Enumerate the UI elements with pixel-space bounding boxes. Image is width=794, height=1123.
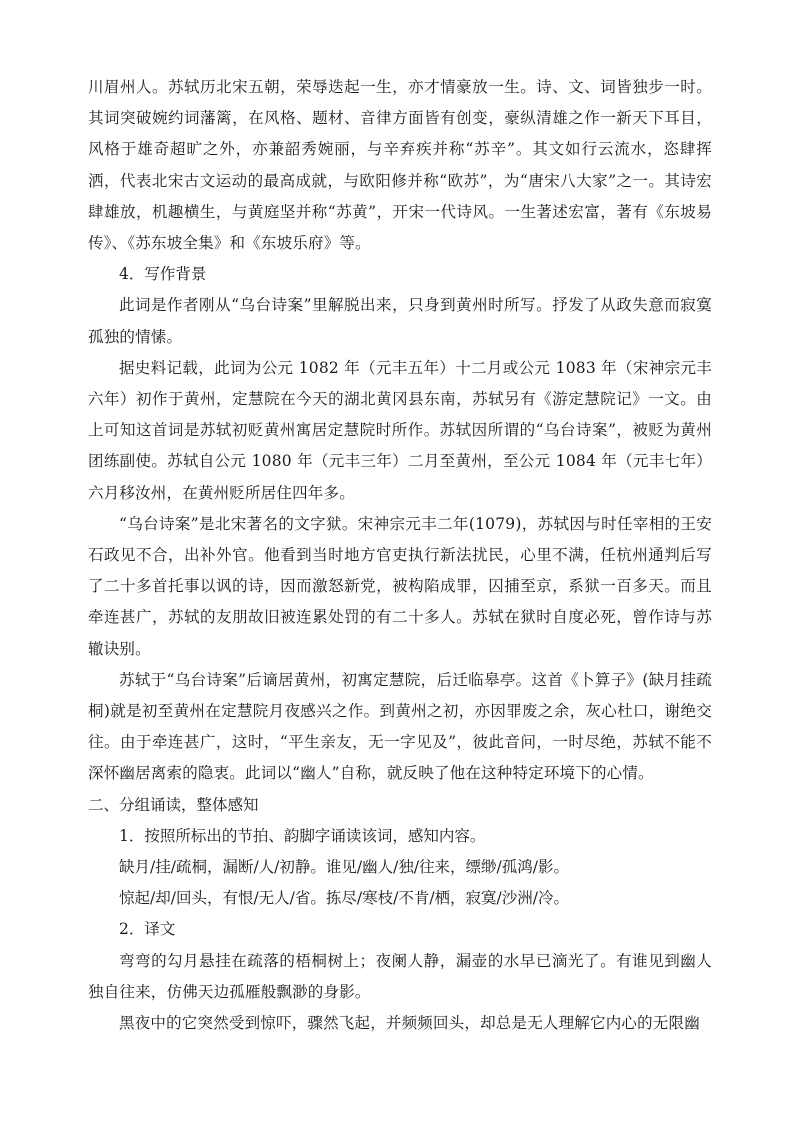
poem-line-1: 缺月/挂/疏桐，漏断/人/初静。谁见/幽人/独/往来，缥缈/孤鸿/影。 [119,858,570,877]
background-paragraph-3: “乌台诗案”是北宋著名的文字狱。宋神宗元丰二年(1079)，苏轼因与时任宰相的王安石政见不合，出补外官。他看到当时地方官吏执行新法扰民，心里不满，任杭州通判后写了二十多首托事以讽的诗，因而激怒新党，被构陷成罪，囚捕至京，系狱一百多天。而且牵连甚广，苏轼的友朋故旧被连累处罚的有二十多人。苏轼在狱时自度必死，曾作诗与苏辙诀别。 [88,514,712,658]
reading-heading: 1．按照所标出的节拍、韵脚字诵读该词，感知内容。 [119,826,486,845]
author-intro-paragraph: 川眉州人。苏轼历北宋五朝，荣辱迭起一生，亦才情豪放一生。诗、文、词皆独步一时。其词突破婉约词藩篱，在风格、题材、音律方面皆有创变，豪纵清雄之作一新天下耳目，风格于雄奇超旷之外，亦兼韶秀婉丽，与辛弃疾并称“苏辛”。其文如行云流水，恣肆挥洒，代表北宋古文运动的最高成就，与欧阳修并称“欧苏”，为“唐宋八大家”之一。其诗宏肆雄放，机趣横生，与黄庭坚并称“苏黄”，开宋一代诗风。一生著述宏富，著有《东坡易传》、《苏东坡全集》和《东坡乐府》等。 [88,78,712,253]
translation-paragraph-2: 黑夜中的它突然受到惊吓，骤然飞起，并频频回头，却总是无人理解它内心的无限幽 [119,1014,700,1033]
background-paragraph-4: 苏轼于“乌台诗案”后谪居黄州，初寓定慧院，后迁临皋亭。这首《卜算子》(缺月挂疏桐)就是初至黄州在定慧院月夜感兴之作。到黄州之初，亦因罪废之余，灰心杜口，谢绝交往。由于牵连甚广，这时，“平生亲友，无一字见及”，彼此音问，一时尽绝，苏轼不能不深怀幽居离索的隐衷。此词以“幽人”自称，就反映了他在这种特定环境下的心情。 [88,670,712,783]
translation-heading: 2．译文 [119,920,176,939]
poem-line-2: 惊起/却/回头，有恨/无人/省。拣尽/寒枝/不肯/栖，寂寞/沙洲/冷。 [119,889,570,908]
document-body [88,72,712,1039]
background-paragraph-1: 此词是作者刚从“乌台诗案”里解脱出来，只身到黄州时所写。抒发了从政失意而寂寞孤独的情愫。 [88,296,712,346]
background-heading: 4．写作背景 [119,265,207,284]
section-two-title: 二、分组诵读，整体感知 [88,795,259,814]
translation-paragraph-1: 弯弯的勾月悬挂在疏落的梧桐树上；夜阑人静，漏壶的水早已滴光了。有谁见到幽人独自往来，仿佛天边孤雁般飘渺的身影。 [88,951,712,1001]
background-paragraph-2: 据史料记载，此词为公元 1082 年（元丰五年）十二月或公元 1083 年（宋神宗元丰六年）初作于黄州，定慧院在今天的湖北黄冈县东南，苏轼另有《游定慧院记》一文。由上可知这首词是苏轼初贬黄州寓居定慧院时所作。苏轼因所谓的“乌台诗案”，被贬为黄州团练副使。苏轼自公元 1080 年（元丰三年）二月至黄州，至公元 1084 年（元丰七年）六月移汝州，在黄州贬所居住四年多。 [88,358,712,502]
